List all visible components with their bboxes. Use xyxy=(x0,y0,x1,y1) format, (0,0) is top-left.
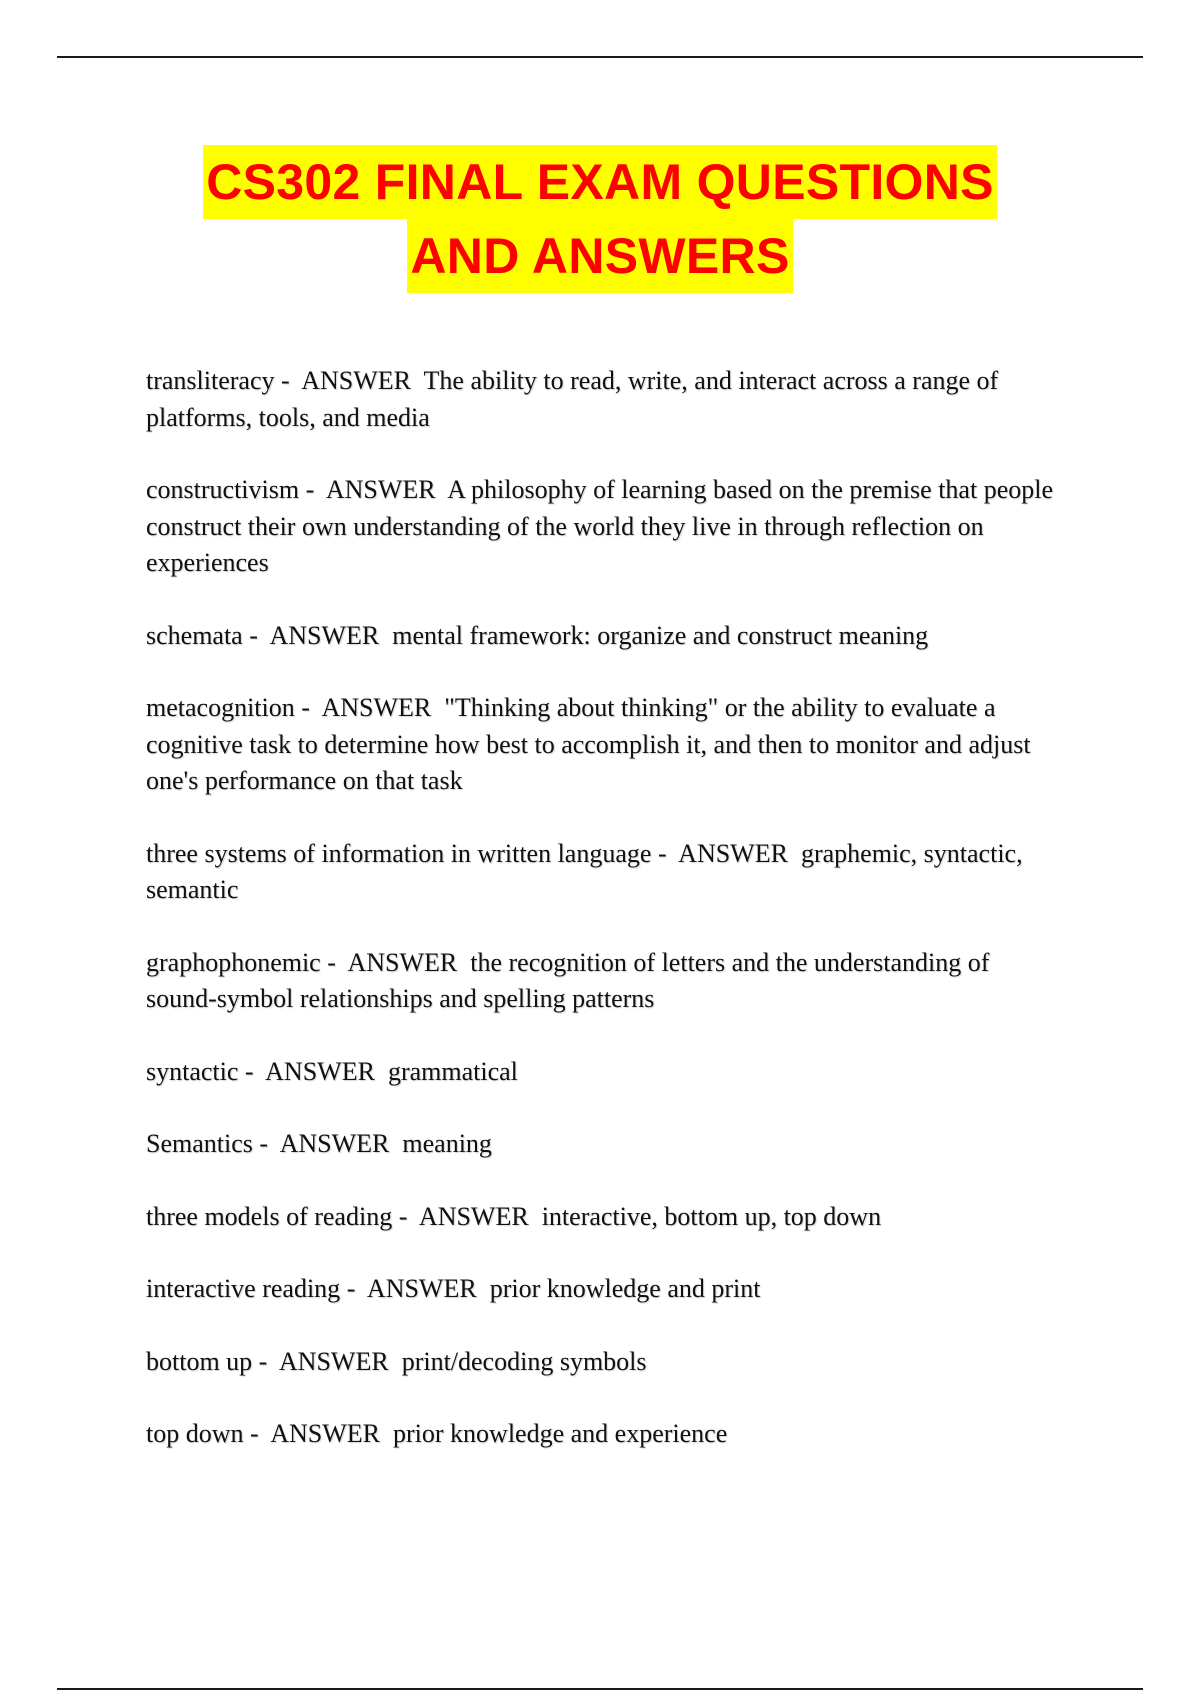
qa-answer: the recognition of letters and the understanding of sound-symbol relationships and spelling patterns xyxy=(146,947,990,1013)
qa-item: schemata - ANSWER mental framework: organize and construct meaning xyxy=(146,620,929,650)
qa-item: graphophonemic - ANSWER the recognition of letters and the understanding of sound-symbol relationships and spelling patterns xyxy=(146,947,990,1013)
qa-item: Semantics - ANSWER meaning xyxy=(146,1129,492,1158)
qa-item: constructivism - ANSWER A philosophy of learning based on the premise that people construct their own understanding of the world they live in through reflection on experiences xyxy=(146,475,1053,577)
qa-item: three systems of information in written language - ANSWER graphemic, syntactic, semantic xyxy=(146,838,1023,904)
qa-list xyxy=(146,363,1066,1489)
qa-term: three models of reading xyxy=(146,1201,393,1231)
qa-term: transliteracy xyxy=(146,366,275,395)
qa-answer: mental framework: organize and construct meaning xyxy=(392,620,929,650)
qa-answer-marker: ANSWER xyxy=(270,1419,381,1448)
qa-item: interactive reading - ANSWER prior knowledge and print xyxy=(146,1274,761,1303)
top-rule xyxy=(57,56,1143,58)
qa-item: three models of reading - ANSWER interactive, bottom up, top down xyxy=(146,1201,882,1231)
qa-answer-marker: ANSWER xyxy=(325,475,436,504)
qa-answer-marker: ANSWER xyxy=(418,1201,529,1231)
qa-answer-marker: ANSWER xyxy=(279,1129,390,1158)
qa-answer-marker: ANSWER xyxy=(321,693,432,722)
qa-term: schemata xyxy=(146,620,243,650)
qa-answer: interactive, bottom up, top down xyxy=(541,1201,882,1231)
title-line-2: AND ANSWERS xyxy=(407,219,792,293)
qa-item: syntactic - ANSWER grammatical xyxy=(146,1056,518,1086)
qa-answer: meaning xyxy=(402,1129,492,1158)
qa-answer-marker: ANSWER xyxy=(301,366,412,395)
qa-answer-marker: ANSWER xyxy=(269,620,380,650)
qa-term: three systems of information in written language xyxy=(146,838,652,868)
qa-term: metacognition xyxy=(146,693,295,722)
qa-item: transliteracy - ANSWER The ability to read, write, and interact across a range of platforms, tools, and media xyxy=(146,366,999,432)
bottom-rule xyxy=(57,1688,1143,1690)
qa-answer: prior knowledge and print xyxy=(489,1274,761,1303)
qa-term: interactive reading xyxy=(146,1274,341,1303)
qa-answer-marker: ANSWER xyxy=(678,838,788,868)
qa-item: metacognition - ANSWER "Thinking about thinking" or the ability to evaluate a cognitive task to determine how best to accomplish it, and then to monitor and adjust one's performance on that task xyxy=(146,693,1031,795)
qa-item: bottom up - ANSWER print/decoding symbols xyxy=(146,1346,647,1376)
qa-term: syntactic xyxy=(146,1056,239,1086)
qa-answer: The ability to read, write, and interact across a range of platforms, tools, and media xyxy=(146,366,999,432)
qa-term: Semantics xyxy=(146,1129,253,1158)
qa-term: constructivism xyxy=(146,475,300,504)
qa-term: graphophonemic xyxy=(146,947,321,977)
page-title xyxy=(0,145,1200,293)
qa-answer-marker: ANSWER xyxy=(347,947,458,977)
qa-answer: graphemic, syntactic, semantic xyxy=(146,838,1023,904)
qa-answer: print/decoding symbols xyxy=(401,1346,647,1376)
qa-term: top down xyxy=(146,1419,244,1448)
qa-answer: grammatical xyxy=(387,1056,518,1086)
qa-answer: A philosophy of learning based on the premise that people construct their own understanding of the world they live in through reflection on experiences xyxy=(146,475,1053,577)
qa-term: bottom up xyxy=(146,1346,253,1376)
qa-item: top down - ANSWER prior knowledge and experience xyxy=(146,1419,728,1448)
qa-answer-marker: ANSWER xyxy=(265,1056,375,1086)
qa-answer-marker: ANSWER xyxy=(366,1274,477,1303)
qa-answer: prior knowledge and experience xyxy=(393,1419,728,1448)
title-line-1: CS302 FINAL EXAM QUESTIONS xyxy=(203,145,997,219)
qa-answer-marker: ANSWER xyxy=(278,1346,389,1376)
qa-answer: "Thinking about thinking" or the ability to evaluate a cognitive task to determine how best to accomplish it, and then to monitor and adjust one's performance on that task xyxy=(146,693,1031,795)
